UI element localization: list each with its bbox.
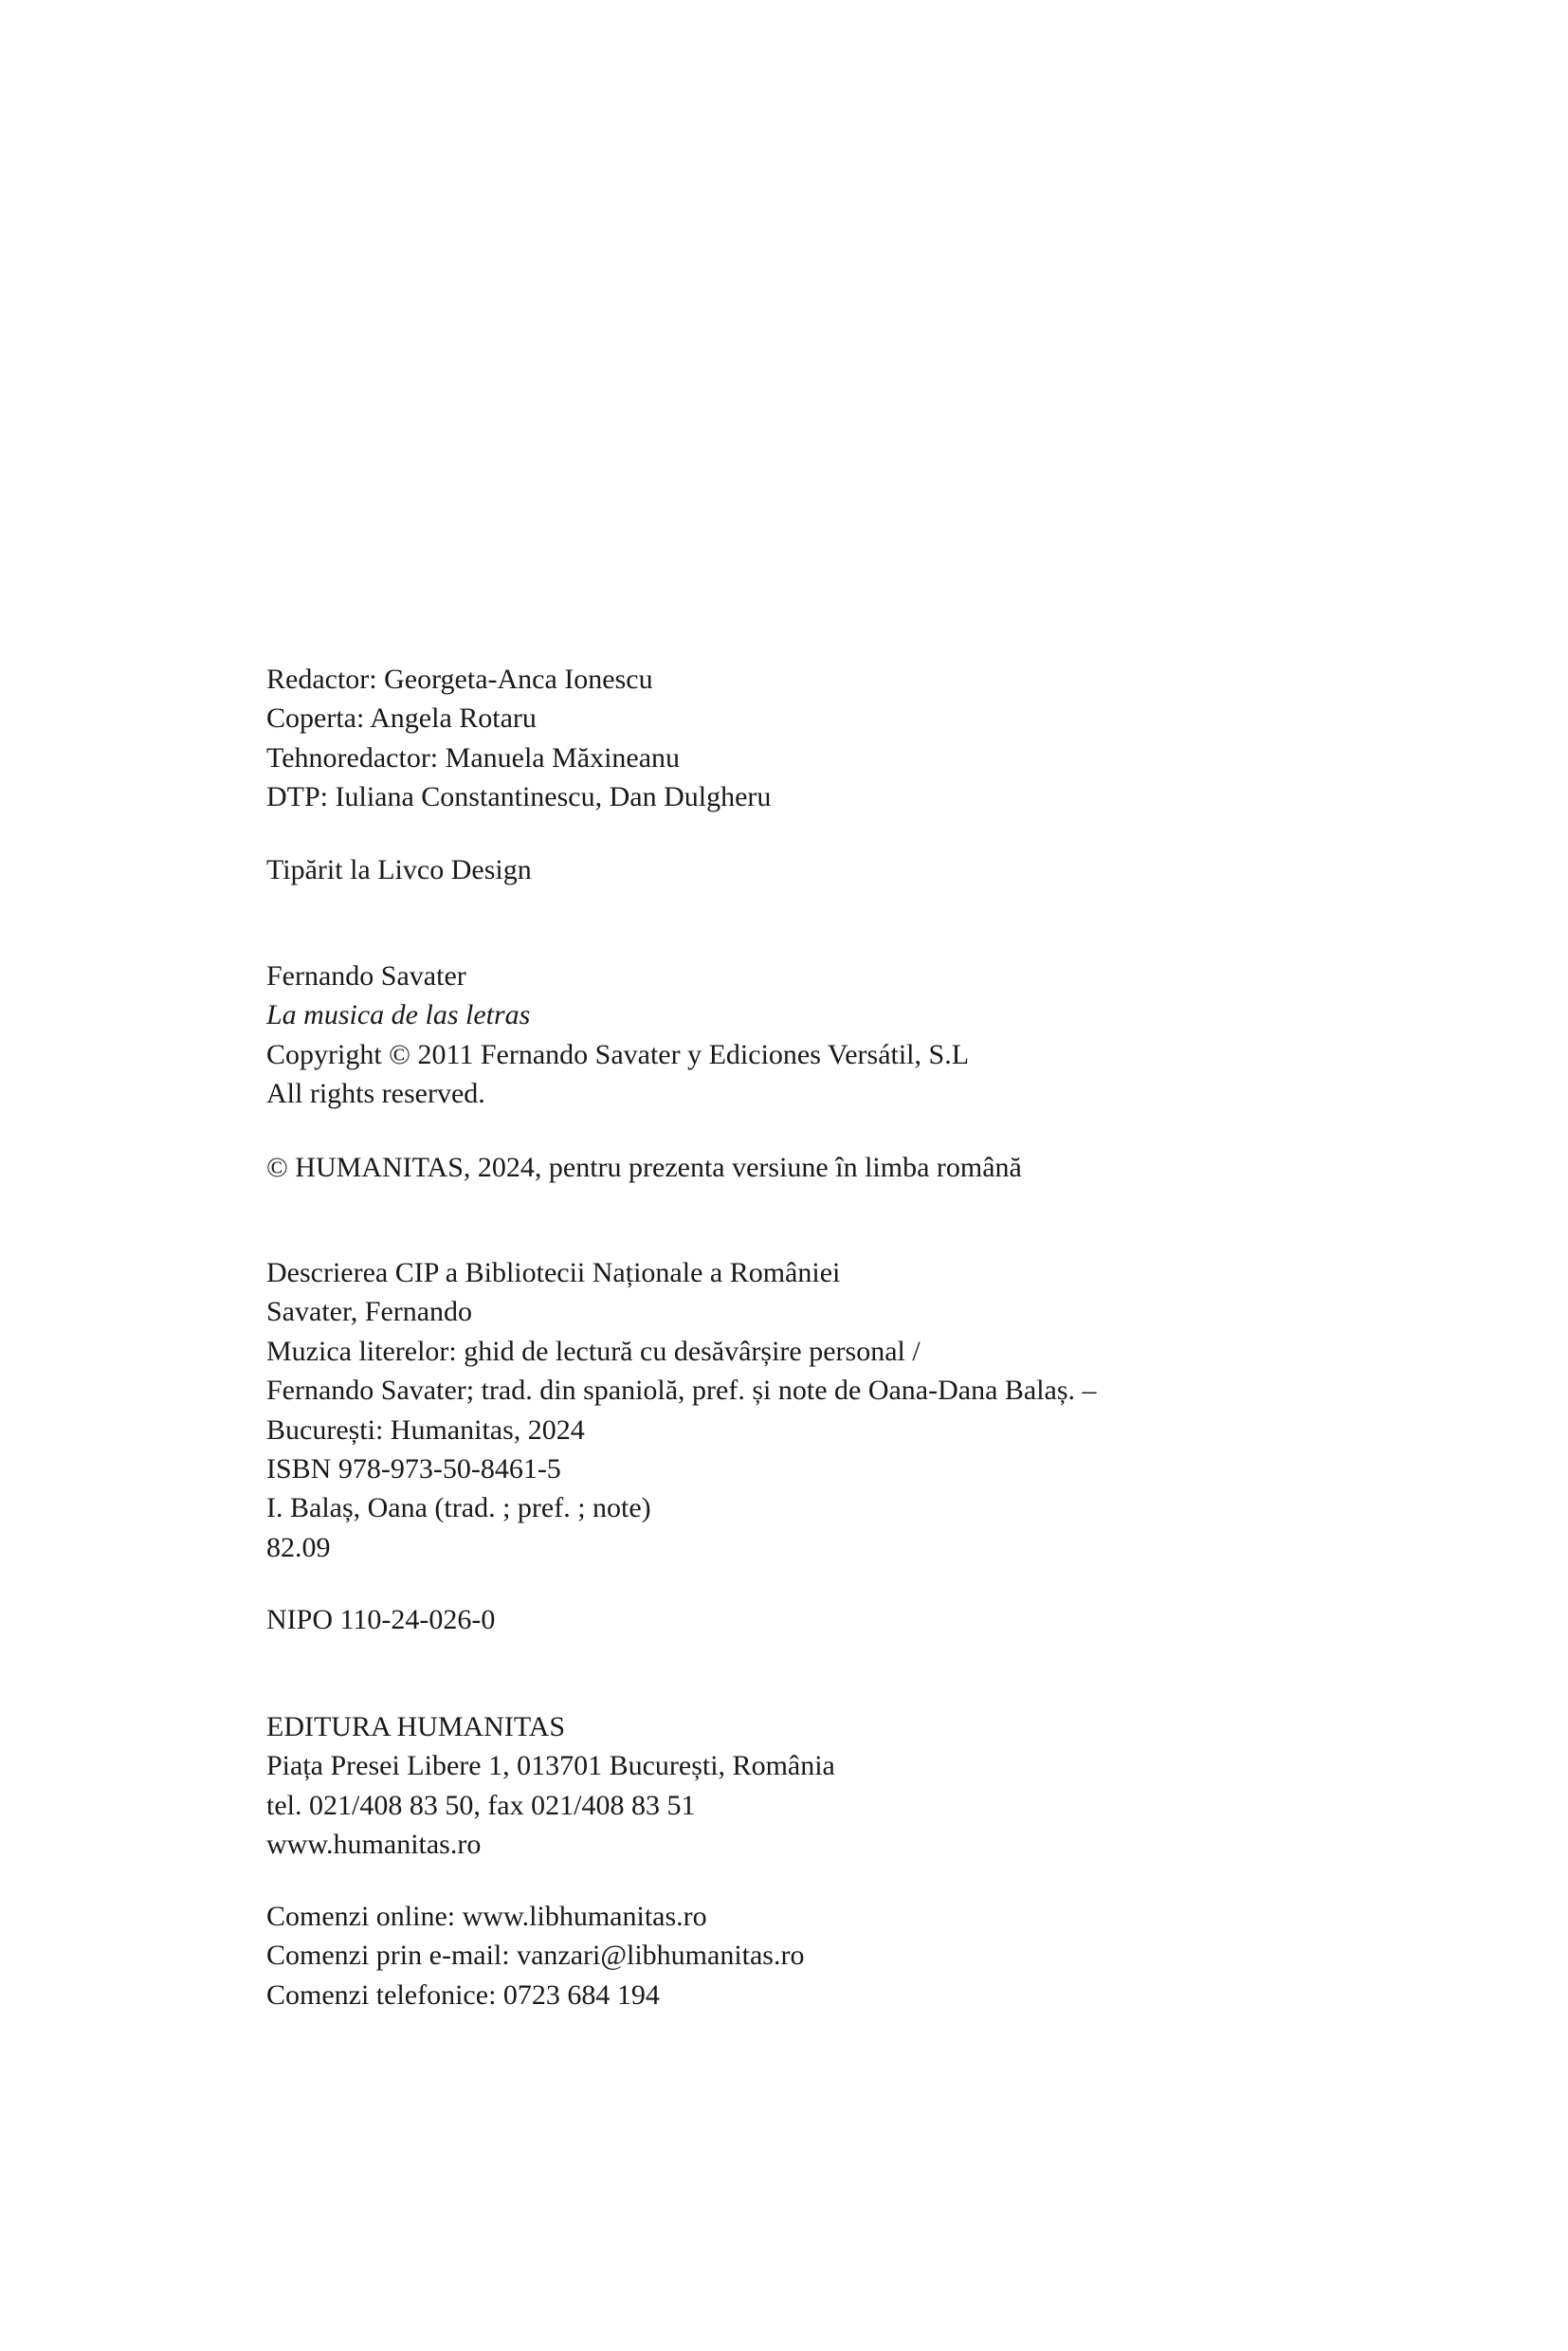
original-copyright: Copyright © 2011 Fernando Savater y Ediciones Versátil, S.L <box>266 1038 970 1070</box>
cip-isbn: ISBN 978-973-50-8461-5 <box>266 1453 561 1485</box>
nipo-line: NIPO 110-24-026-0 <box>266 1604 496 1635</box>
publisher-website: www.humanitas.ro <box>266 1829 482 1861</box>
cip-line: Savater, Fernando <box>266 1296 473 1328</box>
cip-line: București: Humanitas, 2024 <box>266 1413 585 1446</box>
printer-block <box>266 850 532 889</box>
credit-dtp: DTP: Iuliana Constantinescu, Dan Dulgheru <box>266 781 772 813</box>
cip-line: I. Balaș, Oana (trad. ; pref. ; note) <box>266 1492 651 1524</box>
publisher-phone: tel. 021/408 83 50, fax 021/408 83 51 <box>266 1789 696 1821</box>
romanian-copyright: © HUMANITAS, 2024, pentru prezenta versiune în limba română <box>266 1152 1022 1183</box>
publisher-block <box>266 1707 835 1865</box>
orders-email: Comenzi prin e-mail: vanzari@libhumanitas.ro <box>266 1940 805 1972</box>
cip-line: Fernando Savater; trad. din spaniolă, pref. și note de Oana-Dana Balaș. – <box>266 1375 1097 1407</box>
printer-line: Tipărit la Livco Design <box>266 854 532 885</box>
cip-block <box>266 1253 1097 1567</box>
original-title: La musica de las letras <box>266 999 531 1031</box>
original-edition-block <box>266 957 969 1114</box>
publisher-address: Piața Presei Libere 1, 013701 București, România <box>266 1750 835 1782</box>
credit-technical-editor: Tehnoredactor: Manuela Măxineanu <box>266 741 681 774</box>
credit-editor: Redactor: Georgeta-Anca Ionescu <box>266 664 653 695</box>
original-author: Fernando Savater <box>266 960 466 992</box>
credit-cover: Coperta: Angela Rotaru <box>266 702 537 735</box>
nipo-block <box>266 1600 495 1639</box>
credits-block <box>266 660 771 817</box>
cip-classification: 82.09 <box>266 1531 331 1563</box>
romanian-copyright-block <box>266 1148 1022 1187</box>
orders-online: Comenzi online: www.libhumanitas.ro <box>266 1901 707 1932</box>
cip-line: Descrierea CIP a Bibliotecii Naționale a României <box>266 1257 841 1288</box>
cip-line: Muzica literelor: ghid de lectură cu desăvârșire personal / <box>266 1335 921 1367</box>
orders-block <box>266 1897 804 2014</box>
rights-reserved: All rights reserved. <box>266 1078 485 1110</box>
publisher-name: EDITURA HUMANITAS <box>266 1711 566 1742</box>
orders-phone: Comenzi telefonice: 0723 684 194 <box>266 1978 660 2011</box>
